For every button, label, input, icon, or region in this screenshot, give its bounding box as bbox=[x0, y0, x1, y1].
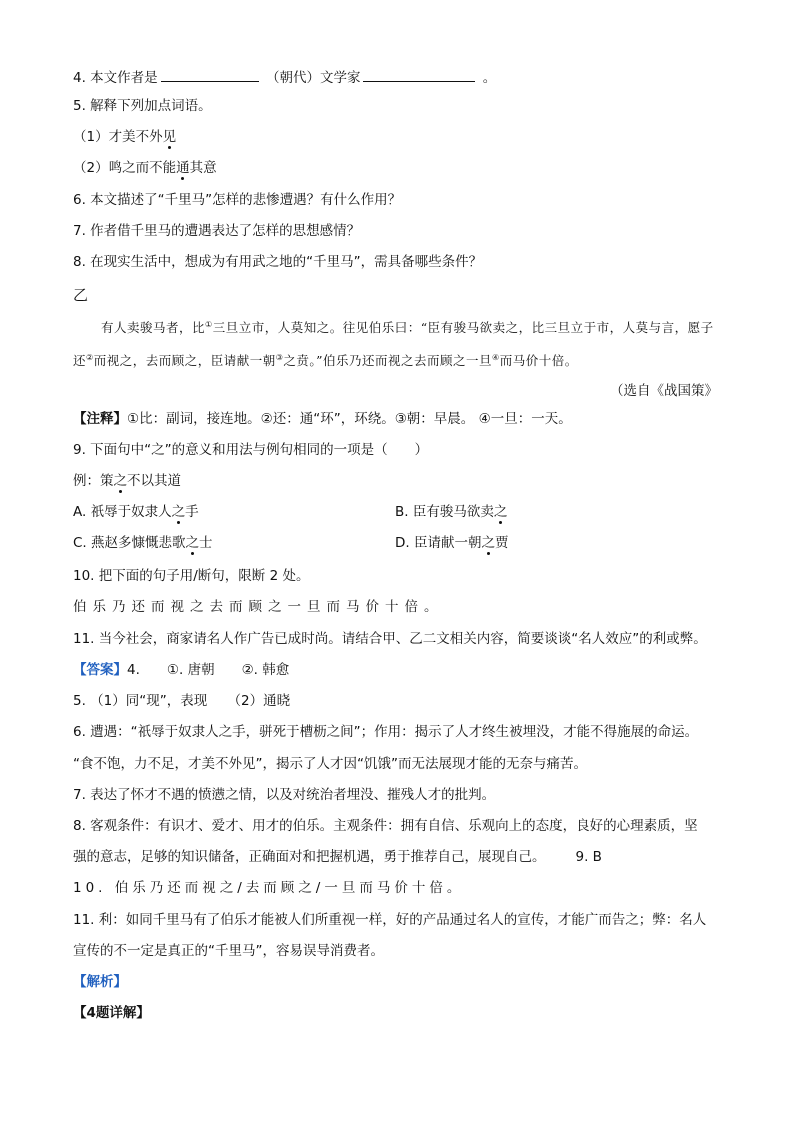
option-a[interactable]: A. 祇辱于奴隶人之手 bbox=[73, 504, 199, 520]
question-9-example: 例：策之不以其道 bbox=[73, 473, 181, 489]
question-5-title: 5. 解释下列加点词语。 bbox=[73, 98, 212, 114]
option-c[interactable]: C. 燕赵多慷慨悲歌之士 bbox=[73, 535, 213, 551]
option-b[interactable]: B. 臣有骏马欲卖之 bbox=[395, 504, 508, 520]
dotted-word: 之 bbox=[185, 535, 200, 551]
passage-label: 乙 bbox=[73, 286, 89, 304]
analysis-label: 【解析】 bbox=[73, 974, 127, 990]
question-5-item-2: （2）鸣之而不能通其意 bbox=[73, 160, 217, 176]
answer-label: 【答案】 bbox=[73, 662, 127, 678]
answer-6-line-1: 6. 遭遇：“祇辱于奴隶人之手，骈死于槽枥之间”；作用：揭示了人才终生被埋没，才能不得施展的命运。 bbox=[73, 724, 699, 740]
answer-11-line-2: 宣传的不一定是真正的“千里马”，容易误导消费者。 bbox=[73, 943, 384, 959]
question-10-sentence: 伯乐乃还而视之去而顾之一旦而马价十倍。 bbox=[73, 599, 444, 615]
option-d[interactable]: D. 臣请献一朝之贾 bbox=[395, 535, 509, 551]
passage-source: （选自《战国策》 bbox=[610, 383, 718, 399]
dotted-word: 之 bbox=[493, 504, 508, 520]
question-8: 8. 在现实生活中，想成为有用武之地的“千里马”，需具备哪些条件？ bbox=[73, 254, 483, 270]
answer-10: 10. 伯乐乃还而视之/去而顾之/一旦而马价十倍。 bbox=[73, 880, 465, 896]
answer-8-line-2: 强的意志，足够的知识储备，正确面对和把握机遇，勇于推荐自己，展现自己。 9. B bbox=[73, 849, 602, 865]
dotted-word: 之 bbox=[481, 535, 495, 551]
answer-blank[interactable] bbox=[161, 67, 259, 82]
question-5-item-1: （1）才美不外见 bbox=[73, 129, 177, 145]
answer-7: 7. 表达了怀才不遇的愤懑之情，以及对统治者埋没、摧残人才的批判。 bbox=[73, 787, 496, 803]
classical-passage: 有人卖骏马者，比①三旦立市，人莫知之。往见伯乐曰：“臣有骏马欲卖之，比三旦立于市，人莫与言，愿子还②而视之，去而顾之，臣请献一朝③之贲。”伯乐乃还而视之去而顾之一旦④而马价十倍。 bbox=[73, 320, 714, 369]
answer-5: 5. （1）同“现”，表现 （2）通晓 bbox=[73, 693, 291, 709]
dotted-word: 通 bbox=[176, 160, 190, 176]
question-7: 7. 作者借千里马的遭遇表达了怎样的思想感情？ bbox=[73, 223, 361, 239]
question-11: 11. 当今社会，商家请名人作广告已成时尚。请结合甲、乙二文相关内容，简要谈谈“名人效应”的利或弊。 bbox=[73, 631, 707, 647]
answer-11-line-1: 11. 利：如同千里马有了伯乐才能被人们所重视一样，好的产品通过名人的宣传，才能广而告之；弊：名人 bbox=[73, 912, 707, 928]
answer-blank[interactable] bbox=[363, 67, 475, 82]
detail-label: 【4题详解】 bbox=[73, 1005, 150, 1021]
dotted-word: 之 bbox=[171, 504, 186, 520]
answer-6-line-2: “食不饱，力不足，才美不外见”，揭示了人才因“饥饿”而无法展现才能的无奈与痛苦。 bbox=[73, 756, 587, 772]
notes: 【注释】①比：副词，接连地。②还：通“环”，环绕。③朝：早晨。 ④一旦：一天。 bbox=[73, 411, 572, 427]
answer-9: 9. B bbox=[575, 849, 602, 865]
answer-8-line-1: 8. 客观条件：有识才、爱才、用才的伯乐。主观条件：拥有自信、乐观向上的态度，良好的心理素质，坚 bbox=[73, 818, 698, 834]
dotted-word: 之 bbox=[113, 473, 127, 489]
answer-4: 【答案】4. ①. 唐朝 ②. 韩愈 bbox=[73, 662, 290, 678]
question-6: 6. 本文描述了“千里马”怎样的悲惨遭遇？有什么作用？ bbox=[73, 192, 402, 208]
dotted-word: 见 bbox=[162, 129, 177, 145]
question-9-title: 9. 下面句中“之”的意义和用法与例句相同的一项是（ ） bbox=[73, 442, 429, 458]
question-10-title: 10. 把下面的句子用/断句，限断 2 处。 bbox=[73, 568, 310, 584]
question-4: 4. 本文作者是 （朝代）文学家 。 bbox=[73, 67, 496, 87]
